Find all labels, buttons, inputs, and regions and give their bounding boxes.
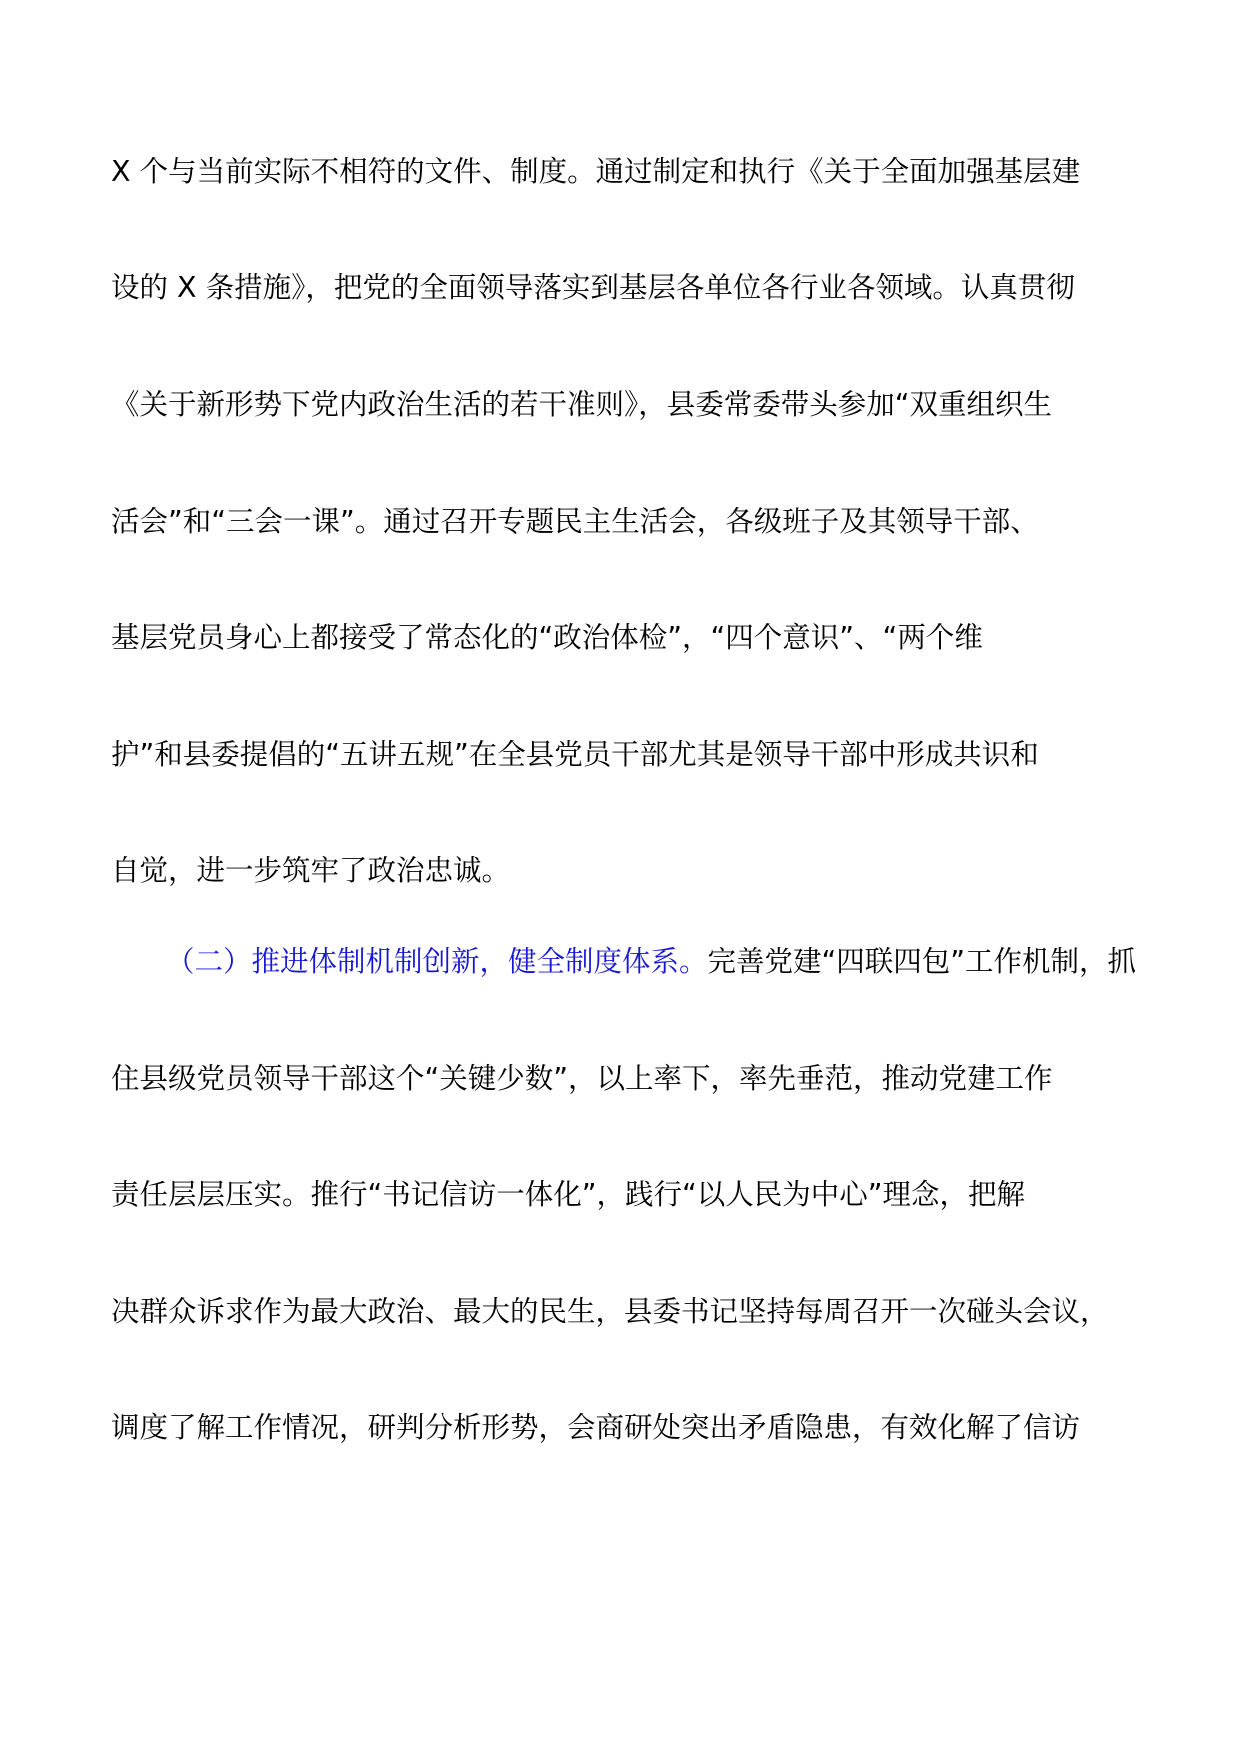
- paragraph-line: 基层党员身心上都接受了常态化的“政治体检”，“四个意识”、“两个维: [111, 621, 983, 654]
- paragraph-line: 责任层层压实。推行“书记信访一体化”，践行“以人民为中心”理念，把解: [111, 1178, 1026, 1211]
- paragraph-line: 住县级党员领导干部这个“关键少数”，以上率下，率先垂范，推动党建工作: [111, 1062, 1053, 1095]
- paragraph-line: 决群众诉求作为最大政治、最大的民生，县委书记坚持每周召开一次碰头会议，: [111, 1295, 1109, 1328]
- paragraph-line: 护”和县委提倡的“五讲五规”在全县党员干部尤其是领导干部中形成共识和: [111, 738, 1039, 771]
- paragraph-line: 活会”和“三会一课”。通过召开专题民主生活会，各级班子及其领导干部、: [111, 505, 1039, 538]
- section-first-line-text: 完善党建“四联四包”工作机制，抓: [707, 945, 1137, 978]
- paragraph-line: 调度了解工作情况，研判分析形势，会商研处突出矛盾隐患，有效化解了信访: [111, 1411, 1081, 1444]
- section-heading: （二）推进体制机制创新，健全制度体系。: [166, 945, 708, 978]
- paragraph-line: 《关于新形势下党内政治生活的若干准则》，县委常委带头参加“双重组织生: [111, 388, 1053, 421]
- paragraph-line: X 个与当前实际不相符的文件、制度。通过制定和执行《关于全面加强基层建: [111, 155, 1081, 188]
- paragraph-line: 自觉，进一步筑牢了政治忠诚。: [111, 854, 511, 887]
- paragraph-line: 设的 X 条措施》，把党的全面领导落实到基层各单位各行业各领域。认真贯彻: [111, 271, 1075, 304]
- section-first-line: [166, 942, 1206, 982]
